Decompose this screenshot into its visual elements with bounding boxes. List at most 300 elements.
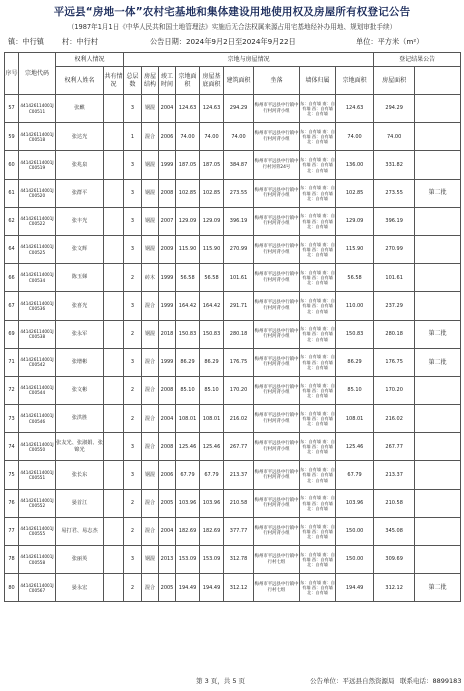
build-area-cell: 377.77 <box>224 517 254 545</box>
base-area-cell: 153.09 <box>200 546 224 574</box>
seq-cell: 57 <box>5 95 19 123</box>
boundary-cell: 东：自有墙 南：自有墙 西：自有墙 北：自有墙 <box>300 292 336 320</box>
base-area-cell: 74.00 <box>200 123 224 151</box>
seq-cell: 61 <box>5 179 19 207</box>
seq-cell: 60 <box>5 151 19 179</box>
reg-house-cell: 396.19 <box>374 207 415 235</box>
code-cell: 441426114001JC00551 <box>19 461 56 489</box>
structure-cell: 钢混 <box>142 235 159 263</box>
year-cell: 1999 <box>159 151 176 179</box>
build-area-cell: 216.02 <box>224 405 254 433</box>
reg-land-cell: 124.63 <box>336 95 374 123</box>
owner-cell: 张群平 <box>56 179 104 207</box>
land-area-cell: 67.79 <box>176 461 200 489</box>
build-area-cell: 101.61 <box>224 264 254 292</box>
boundary-cell: 东：自有墙 南：自有墙 西：自有墙 北：自有墙 <box>300 489 336 517</box>
land-area-cell: 150.83 <box>176 320 200 348</box>
header-seq: 序号 <box>5 53 19 95</box>
owner-cell: 张永军 <box>56 320 104 348</box>
structure-cell: 混合 <box>142 489 159 517</box>
shared-cell <box>104 461 124 489</box>
announcement-meta <box>0 35 464 51</box>
remark-cell <box>415 376 461 404</box>
year-cell: 2005 <box>159 489 176 517</box>
boundary-cell: 东：自有墙 南：自有墙 西：自有墙 北：自有墙 <box>300 433 336 461</box>
issuing-organization: 公告单位：平远县自然资源局 <box>310 677 395 685</box>
seq-cell: 73 <box>5 405 19 433</box>
location-cell: 梅州市平远县中行镇中行村河背小组 <box>254 517 300 545</box>
base-area-cell: 124.63 <box>200 95 224 123</box>
structure-cell: 混合 <box>142 376 159 404</box>
reg-land-cell: 67.79 <box>336 461 374 489</box>
location-cell: 梅州市平远县中行镇中行村河背小组 <box>254 433 300 461</box>
code-cell: 441426114001JC00511 <box>19 95 56 123</box>
structure-cell: 钢混 <box>142 179 159 207</box>
remark-cell <box>415 461 461 489</box>
boundary-cell: 东：自有墙 南：自有墙 西：自有墙 北：自有墙 <box>300 376 336 404</box>
structure-cell: 混合 <box>142 348 159 376</box>
land-area-cell: 182.69 <box>176 517 200 545</box>
table-row <box>5 574 461 602</box>
seq-cell: 76 <box>5 489 19 517</box>
table-row <box>5 123 461 151</box>
contact-phone: 联系电话：8899183 <box>400 677 462 685</box>
floors-cell: 2 <box>124 376 142 404</box>
remark-cell <box>415 292 461 320</box>
location-cell: 梅州市平远县中行镇中行村河背小组 <box>254 376 300 404</box>
reg-land-cell: 86.29 <box>336 348 374 376</box>
reg-land-cell: 85.10 <box>336 376 374 404</box>
base-area-cell: 150.83 <box>200 320 224 348</box>
structure-cell: 混合 <box>142 574 159 602</box>
structure-cell: 钢混 <box>142 546 159 574</box>
land-area-cell: 56.58 <box>176 264 200 292</box>
land-area-cell: 74.00 <box>176 123 200 151</box>
shared-cell <box>104 405 124 433</box>
boundary-cell: 东：自有墙 南：自有墙 西：自有墙 北：自有墙 <box>300 235 336 263</box>
header-structure: 房屋结构 <box>142 67 159 95</box>
town-label: 镇：中行镇 <box>8 37 44 46</box>
shared-cell <box>104 235 124 263</box>
reg-house-cell: 74.00 <box>374 123 415 151</box>
owner-cell: 张丽英 <box>56 546 104 574</box>
location-cell: 梅州市平远县中行镇中行村河背小组 <box>254 348 300 376</box>
floors-cell: 2 <box>124 574 142 602</box>
year-cell: 1999 <box>159 292 176 320</box>
shared-cell <box>104 264 124 292</box>
reg-house-cell: 312.12 <box>374 574 415 602</box>
year-cell: 2008 <box>159 433 176 461</box>
unit-label: 单位：平方米（m²） <box>356 37 424 46</box>
reg-land-cell: 102.85 <box>336 179 374 207</box>
shared-cell <box>104 123 124 151</box>
shared-cell <box>104 320 124 348</box>
land-area-cell: 153.09 <box>176 546 200 574</box>
owner-cell: 易打君、易志杰 <box>56 517 104 545</box>
reg-house-cell: 237.29 <box>374 292 415 320</box>
build-area-cell: 270.99 <box>224 235 254 263</box>
structure-cell: 钢混 <box>142 461 159 489</box>
header-reg-land: 宗地面积 <box>336 67 374 95</box>
shared-cell <box>104 376 124 404</box>
floors-cell: 3 <box>124 348 142 376</box>
build-area-cell: 294.29 <box>224 95 254 123</box>
owner-cell: 张长东 <box>56 461 104 489</box>
land-area-cell: 85.10 <box>176 376 200 404</box>
build-area-cell: 210.58 <box>224 489 254 517</box>
remark-cell: 第二批 <box>415 574 461 602</box>
floors-cell: 2 <box>124 405 142 433</box>
table-row <box>5 461 461 489</box>
build-area-cell: 213.37 <box>224 461 254 489</box>
structure-cell: 混合 <box>142 517 159 545</box>
seq-cell: 67 <box>5 292 19 320</box>
location-cell: 梅州市平远县中行镇中行村河背小组 <box>254 405 300 433</box>
table-row <box>5 292 461 320</box>
remark-cell <box>415 517 461 545</box>
reg-house-cell: 270.99 <box>374 235 415 263</box>
boundary-cell: 东：自有墙 南：自有墙 西：自有墙 北：自有墙 <box>300 574 336 602</box>
base-area-cell: 67.79 <box>200 461 224 489</box>
base-area-cell: 56.58 <box>200 264 224 292</box>
land-area-cell: 103.96 <box>176 489 200 517</box>
structure-cell: 混合 <box>142 123 159 151</box>
owner-cell: 张增彬 <box>56 348 104 376</box>
boundary-cell: 东：自有墙 南：自有墙 西：自有墙 北：自有墙 <box>300 123 336 151</box>
reg-land-cell: 150.00 <box>336 517 374 545</box>
base-area-cell: 115.90 <box>200 235 224 263</box>
floors-cell: 2 <box>124 264 142 292</box>
reg-house-cell: 176.75 <box>374 348 415 376</box>
reg-land-cell: 56.58 <box>336 264 374 292</box>
remark-cell <box>415 95 461 123</box>
build-area-cell: 267.77 <box>224 433 254 461</box>
reg-house-cell: 213.37 <box>374 461 415 489</box>
reg-land-cell: 103.96 <box>336 489 374 517</box>
land-area-cell: 125.46 <box>176 433 200 461</box>
table-row <box>5 95 461 123</box>
table-body <box>5 95 461 602</box>
owner-cell: 张丰光 <box>56 207 104 235</box>
header-base-area: 房屋基底面积 <box>200 67 224 95</box>
reg-house-cell: 309.69 <box>374 546 415 574</box>
owner-cell: 张喜光 <box>56 292 104 320</box>
table-row <box>5 546 461 574</box>
boundary-cell: 东：自有墙 南：自有墙 西：自有墙 北：自有墙 <box>300 320 336 348</box>
code-cell: 441426114001JC00542 <box>19 348 56 376</box>
shared-cell <box>104 517 124 545</box>
code-cell: 441426114001JC00536 <box>19 292 56 320</box>
table-row <box>5 235 461 263</box>
floors-cell: 2 <box>124 320 142 348</box>
shared-cell <box>104 348 124 376</box>
base-area-cell: 182.69 <box>200 517 224 545</box>
seq-cell: 59 <box>5 123 19 151</box>
base-area-cell: 103.96 <box>200 489 224 517</box>
structure-cell: 混合 <box>142 292 159 320</box>
boundary-cell: 东：自有墙 南：自有墙 西：自有墙 北：自有墙 <box>300 546 336 574</box>
code-cell: 441426114001JC00550 <box>19 433 56 461</box>
seq-cell: 69 <box>5 320 19 348</box>
location-cell: 梅州市平远县中行镇中行村河背24号 <box>254 151 300 179</box>
build-area-cell: 396.19 <box>224 207 254 235</box>
village-label: 村：中行村 <box>62 37 98 46</box>
table-row <box>5 151 461 179</box>
code-cell: 441426114001JC00522 <box>19 207 56 235</box>
floors-cell: 3 <box>124 546 142 574</box>
floors-cell: 3 <box>124 207 142 235</box>
floors-cell: 3 <box>124 95 142 123</box>
remark-cell: 第二批 <box>415 348 461 376</box>
floors-cell: 2 <box>124 489 142 517</box>
header-reg-house: 房屋面积 <box>374 67 415 95</box>
structure-cell: 钢混 <box>142 320 159 348</box>
registration-table <box>4 52 461 602</box>
reg-land-cell: 150.83 <box>336 320 374 348</box>
header-result-group: 登记结果公告 <box>374 53 461 67</box>
header-floors: 总层数 <box>124 67 142 95</box>
seq-cell: 75 <box>5 461 19 489</box>
year-cell: 2005 <box>159 574 176 602</box>
land-area-cell: 115.90 <box>176 235 200 263</box>
location-cell: 梅州市平远县中行镇中行村河背小组 <box>254 320 300 348</box>
build-area-cell: 170.20 <box>224 376 254 404</box>
header-boundary: 墙体归属 <box>300 67 336 95</box>
boundary-cell: 东：自有墙 南：自有墙 西：自有墙 北：自有墙 <box>300 151 336 179</box>
table-row <box>5 320 461 348</box>
announcement-period: 公告日期：2024年9月2日至2024年9月22日 <box>150 37 296 46</box>
structure-cell: 钢混 <box>142 207 159 235</box>
remark-cell <box>415 489 461 517</box>
remark-cell <box>415 264 461 292</box>
shared-cell <box>104 95 124 123</box>
page-title: 平远县“房地一体”农村宅基地和集体建设用地使用权及房屋所有权登记公告 <box>53 6 411 18</box>
remark-cell: 第二批 <box>415 320 461 348</box>
build-area-cell: 312.12 <box>224 574 254 602</box>
remark-cell <box>415 207 461 235</box>
structure-cell: 混合 <box>142 405 159 433</box>
shared-cell <box>104 292 124 320</box>
code-cell: 441426114001JC00538 <box>19 320 56 348</box>
table-row <box>5 376 461 404</box>
reg-land-cell: 136.00 <box>336 151 374 179</box>
reg-house-cell: 210.58 <box>374 489 415 517</box>
location-cell: 梅州市平远县中行镇中行村河背小组 <box>254 292 300 320</box>
floors-cell: 3 <box>124 292 142 320</box>
code-cell: 441426114001JC00518 <box>19 123 56 151</box>
year-cell: 2008 <box>159 376 176 404</box>
boundary-cell: 东：自有墙 南：自有墙 西：自有墙 北：自有墙 <box>300 207 336 235</box>
year-cell: 2018 <box>159 320 176 348</box>
boundary-cell: 东：自有墙 南：自有墙 西：自有墙 北：自有墙 <box>300 264 336 292</box>
build-area-cell: 273.55 <box>224 179 254 207</box>
build-area-cell: 176.75 <box>224 348 254 376</box>
location-cell: 梅州市平远县中行镇中行村河背小组 <box>254 489 300 517</box>
location-cell: 梅州市平远县中行镇中行村河背小组 <box>254 123 300 151</box>
year-cell: 2009 <box>159 235 176 263</box>
structure-cell: 钢混 <box>142 95 159 123</box>
floors-cell: 3 <box>124 433 142 461</box>
boundary-cell: 东：自有墙 南：自有墙 西：自有墙 北：自有墙 <box>300 348 336 376</box>
owner-cell: 晏永宏 <box>56 574 104 602</box>
reg-land-cell: 110.00 <box>336 292 374 320</box>
land-area-cell: 86.29 <box>176 348 200 376</box>
location-cell: 梅州市平远县中行镇中行村河背小组 <box>254 95 300 123</box>
seq-cell: 64 <box>5 235 19 263</box>
remark-cell <box>415 433 461 461</box>
code-cell: 441426114001JC00552 <box>19 489 56 517</box>
floors-cell: 3 <box>124 179 142 207</box>
header-code: 宗地代码 <box>19 53 56 95</box>
owner-cell: 张友光、张淑娟、张锦光 <box>56 433 104 461</box>
page-number: 第 3 页，共 5 页 <box>196 677 246 685</box>
reg-house-cell: 273.55 <box>374 179 415 207</box>
land-area-cell: 108.01 <box>176 405 200 433</box>
owner-cell: 陈玉娣 <box>56 264 104 292</box>
table-row <box>5 207 461 235</box>
location-cell: 梅州市平远县中行镇中行村河背小组 <box>254 264 300 292</box>
land-area-cell: 164.42 <box>176 292 200 320</box>
reg-house-cell: 267.77 <box>374 433 415 461</box>
table-row <box>5 517 461 545</box>
build-area-cell: 312.78 <box>224 546 254 574</box>
base-area-cell: 129.09 <box>200 207 224 235</box>
seq-cell: 72 <box>5 376 19 404</box>
year-cell: 2007 <box>159 207 176 235</box>
reg-house-cell: 294.29 <box>374 95 415 123</box>
structure-cell: 钢混 <box>142 151 159 179</box>
header-location: 坐落 <box>254 67 300 95</box>
land-area-cell: 194.49 <box>176 574 200 602</box>
reg-land-cell: 108.01 <box>336 405 374 433</box>
base-area-cell: 164.42 <box>200 292 224 320</box>
shared-cell <box>104 546 124 574</box>
boundary-cell: 东：自有墙 南：自有墙 西：自有墙 北：自有墙 <box>300 461 336 489</box>
seq-cell: 77 <box>5 517 19 545</box>
code-cell: 441426114001JC00525 <box>19 235 56 263</box>
structure-cell: 混合 <box>142 433 159 461</box>
location-cell: 梅州市平远县中行镇中行村七组 <box>254 574 300 602</box>
location-cell: 梅州市平远县中行镇中行村河背小组 <box>254 179 300 207</box>
code-cell: 441426114001JC00567 <box>19 574 56 602</box>
base-area-cell: 102.85 <box>200 179 224 207</box>
floors-cell: 2 <box>124 517 142 545</box>
shared-cell <box>104 151 124 179</box>
header-owner: 权利人姓名 <box>56 67 104 95</box>
remark-cell <box>415 235 461 263</box>
table-row <box>5 489 461 517</box>
build-area-cell: 291.71 <box>224 292 254 320</box>
owner-cell: 张麒 <box>56 95 104 123</box>
seq-cell: 66 <box>5 264 19 292</box>
code-cell: 441426114001JC00555 <box>19 517 56 545</box>
floors-cell: 3 <box>124 235 142 263</box>
boundary-cell: 东：自有墙 南：自有墙 西：自有墙 北：自有墙 <box>300 405 336 433</box>
location-cell: 梅州市平远县中行镇中行村河背小组 <box>254 461 300 489</box>
code-cell: 441426114001JC00546 <box>19 405 56 433</box>
base-area-cell: 194.49 <box>200 574 224 602</box>
table-row <box>5 348 461 376</box>
header-year: 竣工时间 <box>159 67 176 95</box>
shared-cell <box>104 489 124 517</box>
header-build-area: 建筑面积 <box>224 67 254 95</box>
seq-cell: 78 <box>5 546 19 574</box>
seq-cell: 74 <box>5 433 19 461</box>
land-area-cell: 187.05 <box>176 151 200 179</box>
shared-cell <box>104 207 124 235</box>
base-area-cell: 86.29 <box>200 348 224 376</box>
seq-cell: 80 <box>5 574 19 602</box>
land-area-cell: 102.85 <box>176 179 200 207</box>
owner-cell: 张兆泉 <box>56 151 104 179</box>
reg-house-cell: 345.08 <box>374 517 415 545</box>
owner-cell: 张洪胜 <box>56 405 104 433</box>
location-cell: 梅州市平远县中行镇中行村河背小组 <box>254 207 300 235</box>
base-area-cell: 85.10 <box>200 376 224 404</box>
year-cell: 1999 <box>159 264 176 292</box>
shared-cell <box>104 433 124 461</box>
year-cell: 1999 <box>159 348 176 376</box>
page-footer <box>0 676 464 688</box>
boundary-cell: 东：自有墙 南：自有墙 西：自有墙 北：自有墙 <box>300 95 336 123</box>
boundary-cell: 东：自有墙 南：自有墙 西：自有墙 北：自有墙 <box>300 517 336 545</box>
header-land-group: 宗地与房屋情况 <box>124 53 374 67</box>
reg-land-cell: 150.00 <box>336 546 374 574</box>
floors-cell: 1 <box>124 123 142 151</box>
reg-house-cell: 170.20 <box>374 376 415 404</box>
owner-cell: 晏首江 <box>56 489 104 517</box>
location-cell: 梅州市平远县中行镇中行村七组 <box>254 546 300 574</box>
seq-cell: 62 <box>5 207 19 235</box>
base-area-cell: 125.46 <box>200 433 224 461</box>
table-row <box>5 405 461 433</box>
year-cell: 2006 <box>159 123 176 151</box>
reg-land-cell: 74.00 <box>336 123 374 151</box>
reg-house-cell: 331.82 <box>374 151 415 179</box>
code-cell: 441426114001JC00558 <box>19 546 56 574</box>
build-area-cell: 280.18 <box>224 320 254 348</box>
boundary-cell: 东：自有墙 南：自有墙 西：自有墙 北：自有墙 <box>300 179 336 207</box>
owner-cell: 张文辉 <box>56 235 104 263</box>
land-area-cell: 129.09 <box>176 207 200 235</box>
reg-land-cell: 129.09 <box>336 207 374 235</box>
remark-cell: 第二批 <box>415 179 461 207</box>
remark-cell <box>415 405 461 433</box>
build-area-cell: 384.87 <box>224 151 254 179</box>
reg-house-cell: 216.02 <box>374 405 415 433</box>
floors-cell: 3 <box>124 461 142 489</box>
build-area-cell: 74.00 <box>224 123 254 151</box>
header-land-area: 宗地面积 <box>176 67 200 95</box>
base-area-cell: 108.01 <box>200 405 224 433</box>
page-subtitle: （1987年1月1日《中华人民共和国土地管理法》实施后无合法权属来源占用宅基地经补办用地、规划审批手续） <box>67 23 397 31</box>
year-cell: 2013 <box>159 546 176 574</box>
owner-cell: 张文彬 <box>56 376 104 404</box>
table-row <box>5 264 461 292</box>
year-cell: 2004 <box>159 95 176 123</box>
table-row <box>5 433 461 461</box>
reg-land-cell: 115.90 <box>336 235 374 263</box>
year-cell: 2004 <box>159 517 176 545</box>
code-cell: 441426114001JC00519 <box>19 151 56 179</box>
seq-cell: 71 <box>5 348 19 376</box>
header-shared: 共有情况 <box>104 67 124 95</box>
reg-land-cell: 125.46 <box>336 433 374 461</box>
reg-land-cell: 194.49 <box>336 574 374 602</box>
floors-cell: 3 <box>124 151 142 179</box>
remark-cell <box>415 151 461 179</box>
structure-cell: 砖木 <box>142 264 159 292</box>
